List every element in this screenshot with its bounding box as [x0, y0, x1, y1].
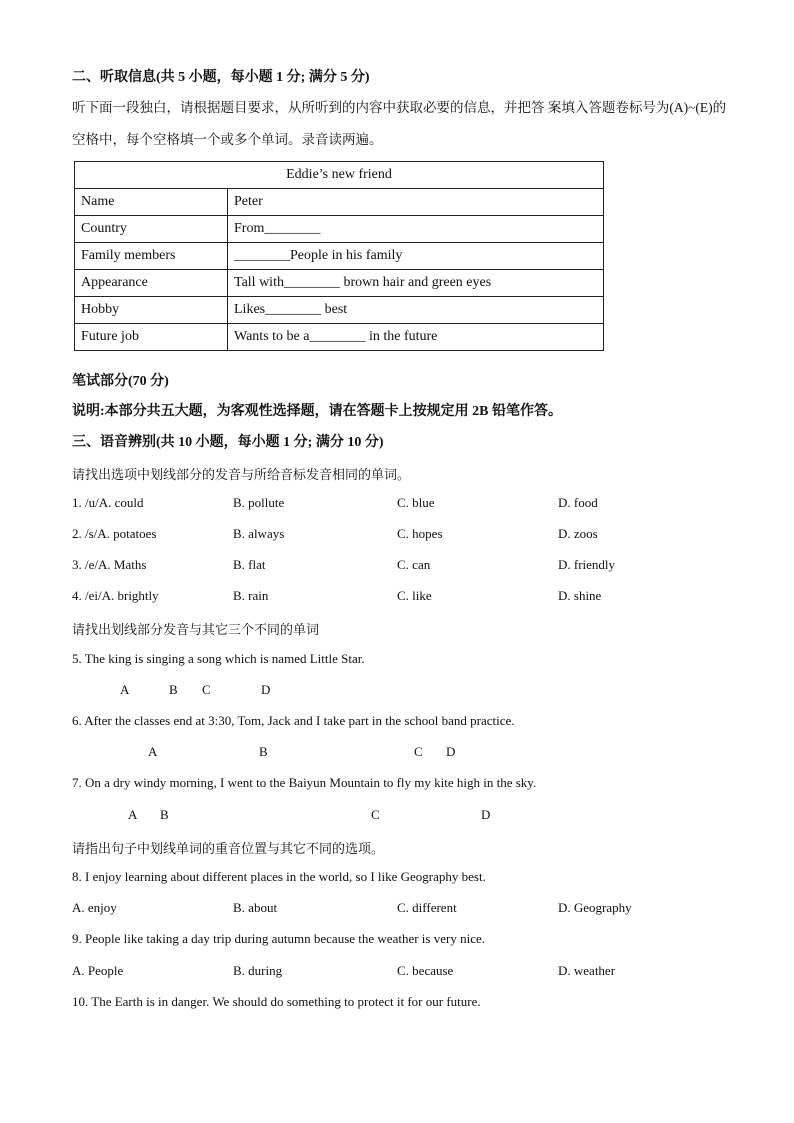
row-label: Family members [75, 243, 228, 270]
section3-instruction-2: 请找出划线部分发音与其它三个不同的单词 [72, 622, 320, 637]
q1-option-a: 1. /u/A. could [72, 495, 144, 510]
written-note: 说明:本部分共五大题，为客观性选择题，请在答题卡上按规定用 2B 铅笔作答。 [72, 404, 562, 419]
q5-label-d: D [261, 682, 271, 697]
q10-sentence: 10. The Earth is in danger. We should do something to protect it for our future. [72, 994, 481, 1009]
q6-label-b: B [259, 744, 268, 759]
q5-sentence: 5. The king is singing a song which is named Little Star. [72, 651, 365, 666]
row-label: Name [75, 189, 228, 216]
q4-option-b: B. rain [233, 588, 269, 603]
q2-option-d: D. zoos [558, 526, 598, 541]
q8-option-b: B. about [233, 900, 278, 915]
q4-option-a: 4. /ei/A. brightly [72, 588, 159, 603]
q2-option-c: C. hopes [397, 526, 443, 541]
q5-label-c: C [202, 682, 211, 697]
q6-label-c: C [414, 744, 423, 759]
q8-sentence: 8. I enjoy learning about different places in the world, so I like Geography best. [72, 869, 486, 884]
q2-option-b: B. always [233, 526, 285, 541]
info-table [74, 161, 604, 351]
q8-option-d: D. Geography [558, 900, 632, 915]
q6-label-d: D [446, 744, 456, 759]
q7-label-d: D [481, 807, 491, 822]
q7-label-c: C [371, 807, 380, 822]
table-title-row [75, 162, 604, 189]
q1-option-d: D. food [558, 495, 598, 510]
row-value: Wants to be a________ in the future [228, 324, 604, 351]
section2-instruction: 听下面一段独白，请根据题目要求，从所听到的内容中获取必要的信息，并把答 案填入答题卷标号为(A)~(E)的空格中，每个空格填一个或多个单词。录音读两遍。 [72, 100, 727, 147]
q6-label-a: A [148, 744, 158, 759]
row-value: From________ [228, 216, 604, 243]
q5-label-b: B [169, 682, 178, 697]
table-row [75, 243, 604, 270]
q7-label-a: A [128, 807, 138, 822]
q3-option-d: D. friendly [558, 557, 616, 572]
section2-heading: 二、听取信息(共 5 小题，每小题 1 分; 满分 5 分) [72, 70, 370, 85]
table-row [75, 216, 604, 243]
q4-option-d: D. shine [558, 588, 602, 603]
table-row [75, 297, 604, 324]
row-label: Appearance [75, 270, 228, 297]
table-title: Eddie’s new friend [75, 162, 604, 189]
q1-option-c: C. blue [397, 495, 435, 510]
row-label: Future job [75, 324, 228, 351]
row-value: Tall with________ brown hair and green eyes [228, 270, 604, 297]
q7-sentence: 7. On a dry windy morning, I went to the Baiyun Mountain to fly my kite high in the sky. [72, 775, 537, 790]
section3-instruction-1: 请找出选项中划线部分的发音与所给音标发音相同的单词。 [72, 467, 411, 482]
q8-option-a: A. enjoy [72, 900, 117, 915]
q9-option-d: D. weather [558, 963, 616, 978]
q6-sentence: 6. After the classes end at 3:30, Tom, Jack and I take part in the school band practice. [72, 713, 515, 728]
q1-option-b: B. pollute [233, 495, 285, 510]
row-value: Likes________ best [228, 297, 604, 324]
written-title: 笔试部分(70 分) [72, 374, 169, 389]
row-value: Peter [228, 189, 604, 216]
q7-label-b: B [160, 807, 169, 822]
section3-instruction-3: 请指出句子中划线单词的重音位置与其它不同的选项。 [72, 841, 385, 856]
table-row [75, 324, 604, 351]
q9-option-c: C. because [397, 963, 454, 978]
row-label: Country [75, 216, 228, 243]
q4-option-c: C. like [397, 588, 432, 603]
q9-sentence: 9. People like taking a day trip during autumn because the weather is very nice. [72, 931, 485, 946]
q5-label-a: A [120, 682, 130, 697]
q3-option-c: C. can [397, 557, 431, 572]
q9-option-b: B. during [233, 963, 283, 978]
q2-option-a: 2. /s/A. potatoes [72, 526, 157, 541]
q8-option-c: C. different [397, 900, 457, 915]
section3-heading: 三、语音辨别(共 10 小题，每小题 1 分; 满分 10 分) [72, 435, 384, 450]
row-label: Hobby [75, 297, 228, 324]
table-row [75, 189, 604, 216]
table-row [75, 270, 604, 297]
row-value: ________People in his family [228, 243, 604, 270]
q3-option-a: 3. /e/A. Maths [72, 557, 147, 572]
q9-option-a: A. People [72, 963, 124, 978]
q3-option-b: B. flat [233, 557, 266, 572]
